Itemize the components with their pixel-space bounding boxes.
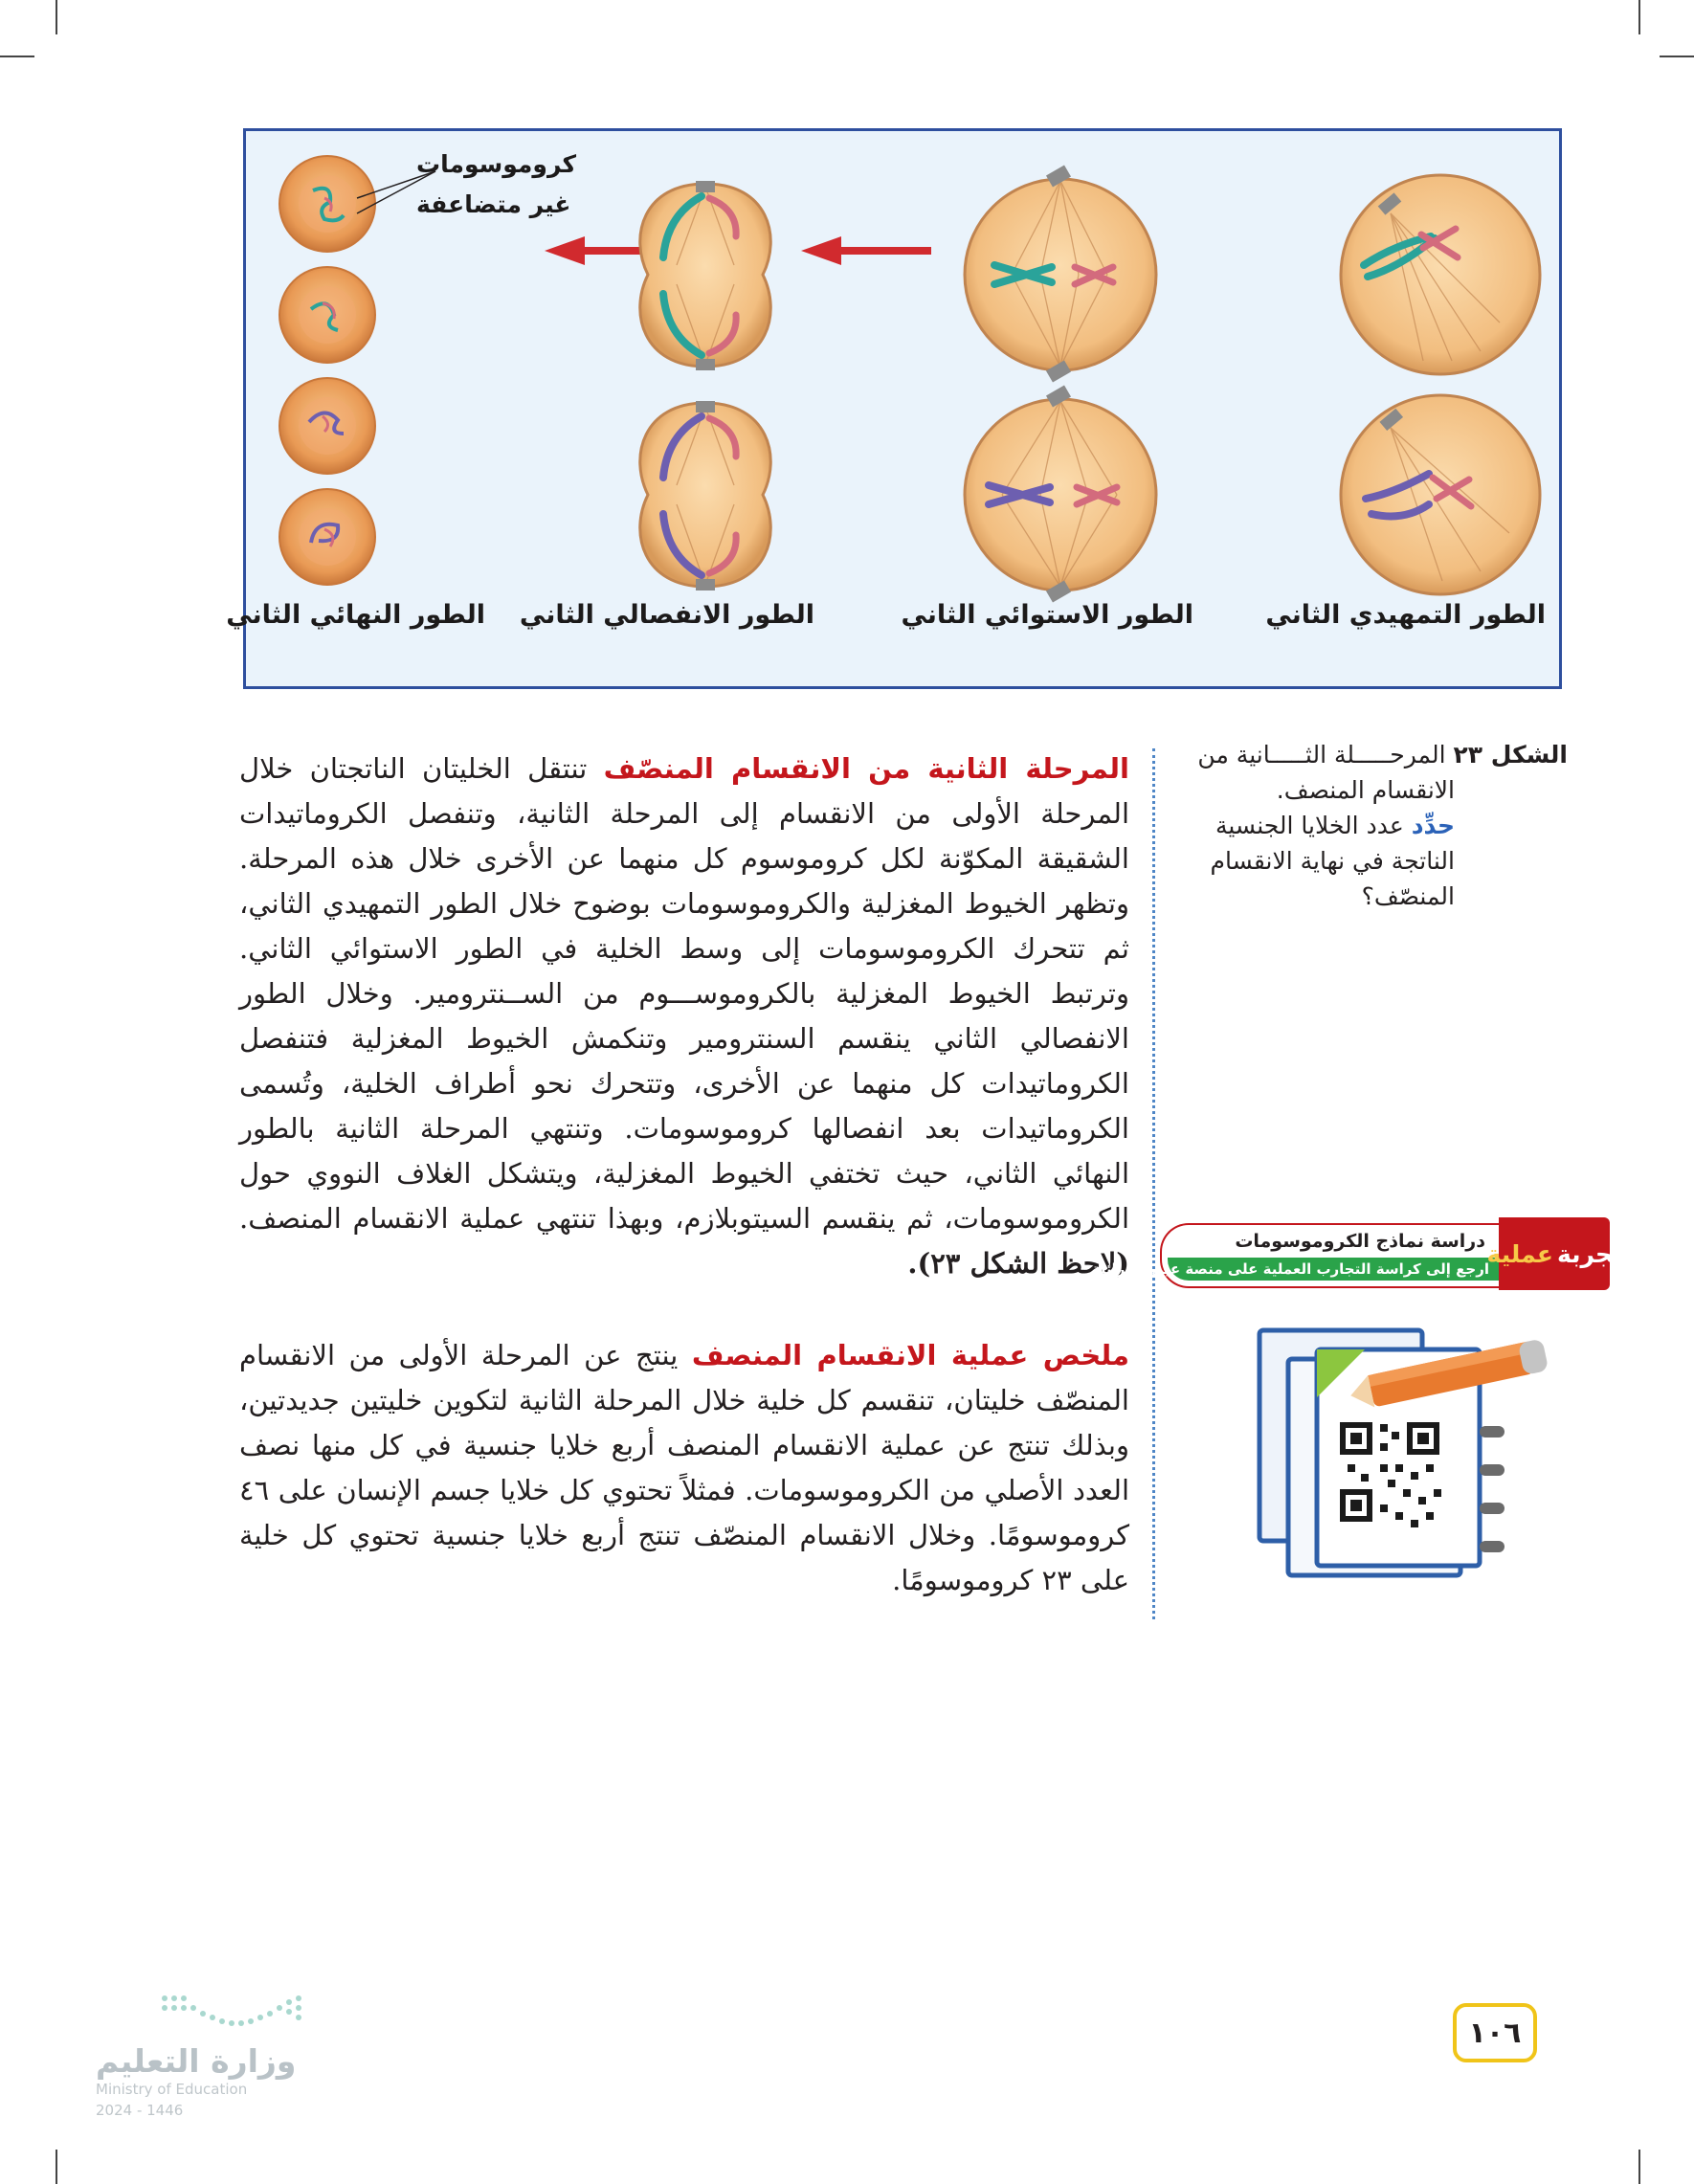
telophase2-cell-1 (279, 156, 375, 252)
caption-line-3 (1185, 808, 1568, 843)
ministry-dots-icon (153, 1991, 373, 2039)
caption-text: عدد الخلايا الجنسية (1215, 812, 1404, 839)
meiosis-figure (226, 128, 1562, 689)
qr-code-icon[interactable] (1254, 1321, 1560, 1579)
paragraph-text: ينتج عن المرحلة الأولى من الانقسام المنصّف خليتان، تنقسم كل خلية خلال المرحلة الثانية لتكوين خليتين جديدتين، وبذلك تنتج عن عملية الانقسام المنصف أربع خلايا جنسية في كل منها نصف العدد الأصلي من الكروموسومات. فمثلاً تحتوي كل خلايا جسم الإنسان على ٤٦ كروموسومًا. وخلال الانقسام المنصّف تنتج أربع خلايا جنسية تحتوي كل خلية على ٢٣ كروموسومًا. (239, 1339, 1129, 1596)
crop-mark (56, 2150, 57, 2184)
figure-caption (1185, 737, 1568, 914)
caption-text: المرحـــــلة الثـــــانية من (1197, 741, 1446, 769)
arrow-1 (801, 236, 931, 265)
page-number: ١٠٦ (1453, 2003, 1537, 2062)
lab-title: دراسة نماذج الكروموسومات (1235, 1231, 1485, 1252)
lab-banner-body (1091, 1223, 1499, 1288)
crop-mark (0, 56, 34, 57)
column-divider (1152, 748, 1155, 1619)
label-metaphase2: الطور الاستوائي الثاني (901, 600, 1193, 630)
lab-subtitle: ارجع إلى كراسة التجارب العملية على منصة عين الإثرائية (1168, 1258, 1499, 1281)
ministry-arabic: وزارة التعليم (96, 2042, 297, 2080)
prophase2-cell-bottom (1341, 395, 1540, 594)
caption-line-5: المنصّف؟ (1361, 882, 1455, 910)
figure-number: الشكل ٢٣ (1453, 741, 1568, 769)
prophase2-cell-top (1341, 175, 1540, 374)
caption-line-2: الانقسام المنصف. (1276, 776, 1455, 804)
lab-activity-banner[interactable] (1091, 1217, 1622, 1290)
paragraph-heading: المرحلة الثانية من الانقسام المنصّف (603, 752, 1129, 785)
paragraph-heading: ملخص عملية الانقسام المنصف (691, 1339, 1130, 1371)
ministry-english: Ministry of Education (96, 2081, 248, 2098)
lab-tag (1486, 1217, 1622, 1290)
metaphase2-cell-bottom (965, 385, 1156, 602)
chromosome-label-line1: كروموسومات (416, 150, 577, 178)
figure-reference: (لاحظ الشكل ٢٣). (907, 1247, 1129, 1280)
label-prophase2: الطور التمهيدي الثاني (1265, 600, 1546, 630)
lab-tag-word2: عملية (1486, 1239, 1553, 1268)
paragraph-meiosis-summary (239, 1333, 1129, 1603)
crop-mark (1660, 56, 1694, 57)
caption-line-1 (1185, 737, 1568, 772)
anaphase2-cell-top (640, 181, 771, 370)
paragraph-meiosis-2 (239, 747, 1129, 1286)
telophase2-cell-4 (279, 489, 375, 585)
label-telophase2: الطور النهائي الثاني (226, 600, 485, 630)
chromosome-label-line2: غير متضاعفة (416, 190, 571, 218)
telophase2-cell-2 (279, 267, 375, 363)
lab-tag-word1: تجربة (1556, 1239, 1622, 1268)
crop-mark (1638, 0, 1640, 34)
caption-verb: حدِّد (1411, 812, 1455, 839)
crop-mark (56, 0, 57, 34)
metaphase2-cell-top (965, 165, 1156, 382)
label-anaphase2: الطور الانفصالي الثاني (519, 600, 814, 630)
crop-mark (1638, 2150, 1640, 2184)
ministry-logo (96, 1991, 316, 2125)
anaphase2-cell-bottom (640, 401, 771, 591)
caption-line-4: الناتجة في نهاية الانقسام (1210, 847, 1455, 875)
ministry-year: 2024 - 1446 (96, 2102, 184, 2119)
telophase2-cell-3 (279, 378, 375, 474)
paragraph-text: تنتقل الخليتان الناتجتان خلال المرحلة الأولى من الانقسام إلى المرحلة الثانية، وتنفصل الكروماتيدات الشقيقة المكوّنة لكل كروموسوم كل منهما عن الأخرى خلال هذه المرحلة. وتظهر الخيوط المغزلية والكروموسومات بوضوح خلال الطور التمهيدي الثاني، ثم تتحرك الكروموسومات إلى وسط الخلية في الطور الاستوائي الثاني. وترتبط الخيوط المغزلية بالكروموســـوم من الســنترومير. وخلال الطور الانفصالي الثاني ينقسم السنترومير وتنكمش الخيوط المغزلية فتنفصل الكروماتيدات كل منهما عن الأخرى، وتتحرك نحو أطراف الخلية، وتُسمى الكروماتيدات بعد انفصالها كروموسومات. وتنتهي المرحلة الثانية بالطور النهائي الثاني، حيث تختفي الخيوط المغزلية، ويتشكل الغلاف النووي حول الكروموسومات، ثم ينقسم السيتوبلازم، وبهذا تنتهي عملية الانقسام المنصف. (239, 752, 1129, 1235)
